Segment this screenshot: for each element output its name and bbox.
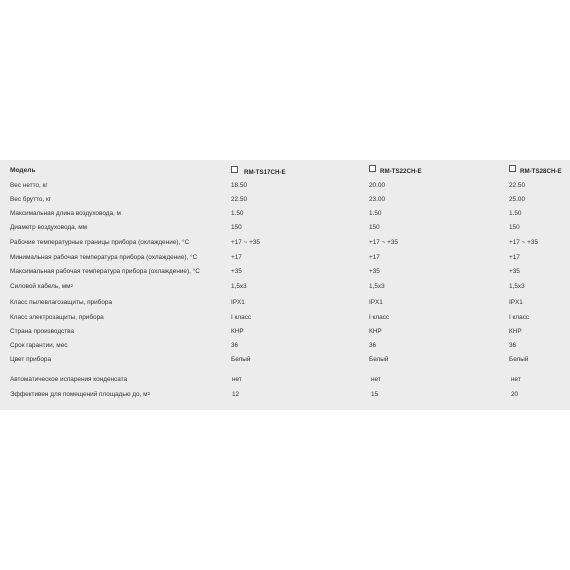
spec-label [10, 353, 51, 367]
spec-label [10, 236, 189, 250]
spec-value-2: нет [371, 376, 381, 383]
spec-value-2: I класс [369, 314, 390, 321]
spec-label-text: Вес нетто, кг [10, 182, 48, 189]
spec-value-3: +17 ~ +35 [509, 239, 538, 246]
spec-value-2: 20.00 [369, 182, 385, 189]
spec-value-3: 1.50 [509, 210, 522, 217]
spec-label-text: Максимальная рабочая температура прибора (охлаждение), °С [10, 268, 200, 275]
spec-value-3: 25.00 [509, 196, 525, 203]
spec-value-1: 1,5x3 [231, 283, 247, 290]
spec-label-superscript: 2 [70, 283, 74, 288]
spec-value-3: 150 [509, 224, 520, 231]
spec-value-1: 18.50 [231, 182, 247, 189]
spec-value-2: 23.00 [369, 196, 385, 203]
spec-label-superscript: 2 [147, 391, 151, 396]
product-title-2: RM-TS22CH-E [380, 168, 422, 175]
spec-label-text: Силовой кабель, мм [10, 283, 71, 290]
spec-value-3: IPX1 [509, 299, 523, 306]
spec-label-text: Автоматическое испарения конденсата [10, 376, 128, 383]
spec-label [10, 339, 67, 353]
spec-value-2: +17 [369, 254, 380, 261]
spec-label-text: Диаметр воздуховода, мм [10, 224, 87, 231]
spec-label-text: Эффективен для помещений площадью до, м [10, 391, 148, 398]
spec-label-text: Вес брутто, кг [10, 196, 52, 203]
spec-value-1: I класс [231, 314, 252, 321]
spec-label [10, 207, 121, 221]
compare-checkbox-2[interactable] [369, 165, 376, 172]
product-title-3: RM-TS28CH-E [520, 168, 562, 175]
spec-value-1: IPX1 [231, 299, 245, 306]
spec-label [10, 193, 51, 207]
spec-label-text: Класс пылевлагозащиты, прибора [10, 299, 113, 306]
spec-value-3: +35 [509, 268, 520, 275]
spec-label [10, 179, 48, 193]
spec-value-1: +17 [231, 254, 242, 261]
spec-label [10, 221, 87, 235]
compare-checkbox-3[interactable] [509, 165, 516, 172]
compare-checkbox-1[interactable] [231, 166, 238, 173]
spec-value-2: +35 [369, 268, 380, 275]
spec-value-3: I класс [509, 314, 530, 321]
spec-label-text: Класс электрозащиты, прибора [10, 314, 104, 321]
spec-value-3: нет [511, 376, 521, 383]
spec-value-3: 1,5x3 [509, 283, 525, 290]
spec-value-2: 1,5x3 [369, 283, 385, 290]
spec-value-3: 36 [509, 342, 517, 349]
spec-value-1: нет [232, 376, 242, 383]
spec-value-1: Белый [231, 356, 251, 363]
spec-value-2: 15 [371, 391, 379, 398]
spec-value-1: КНР [231, 328, 244, 335]
spec-value-2: IPX1 [369, 299, 383, 306]
spec-label [10, 251, 197, 265]
spec-value-3: 20 [511, 391, 519, 398]
spec-label [10, 280, 73, 294]
spec-value-2: 150 [369, 224, 380, 231]
spec-value-2: Белый [369, 356, 389, 363]
spec-label [10, 296, 112, 310]
spec-value-3: 22.50 [509, 182, 525, 189]
spec-value-2: 36 [369, 342, 377, 349]
spec-label-text: Рабочие температурные границы прибора (охлаждение), °С [10, 239, 190, 246]
spec-value-3: Белый [509, 356, 529, 363]
spec-value-1: +17 ~ +35 [231, 239, 260, 246]
spec-value-2: КНР [369, 328, 382, 335]
spec-value-1: 12 [232, 391, 240, 398]
spec-value-3: +17 [509, 254, 520, 261]
spec-label-text: Максимальная длина воздуховода, м [10, 210, 121, 217]
spec-label-text: Страна производства [10, 328, 75, 335]
spec-value-2: +17 ~ +35 [369, 239, 398, 246]
spec-label [10, 373, 127, 387]
spec-value-1: 36 [231, 342, 239, 349]
spec-label-text: Минимальная рабочая температура прибора (охлаждение), °С [10, 254, 198, 261]
spec-value-1: 150 [231, 224, 242, 231]
spec-value-1: +35 [231, 268, 242, 275]
spec-label-text: Цвет прибора [10, 356, 52, 363]
spec-value-1: 22.50 [231, 196, 247, 203]
spec-value-2: 1.50 [369, 210, 382, 217]
spec-value-3: КНР [509, 328, 522, 335]
spec-label-text: Срок гарантии, мес [10, 342, 68, 349]
product-title-1: RM-TS17CH-E [244, 169, 286, 176]
spec-label [10, 388, 150, 402]
spec-value-1: 1.50 [231, 210, 244, 217]
spec-label [10, 265, 200, 279]
spec-label [10, 325, 74, 339]
model-header-label: Модель [10, 167, 36, 174]
spec-label [10, 311, 104, 325]
